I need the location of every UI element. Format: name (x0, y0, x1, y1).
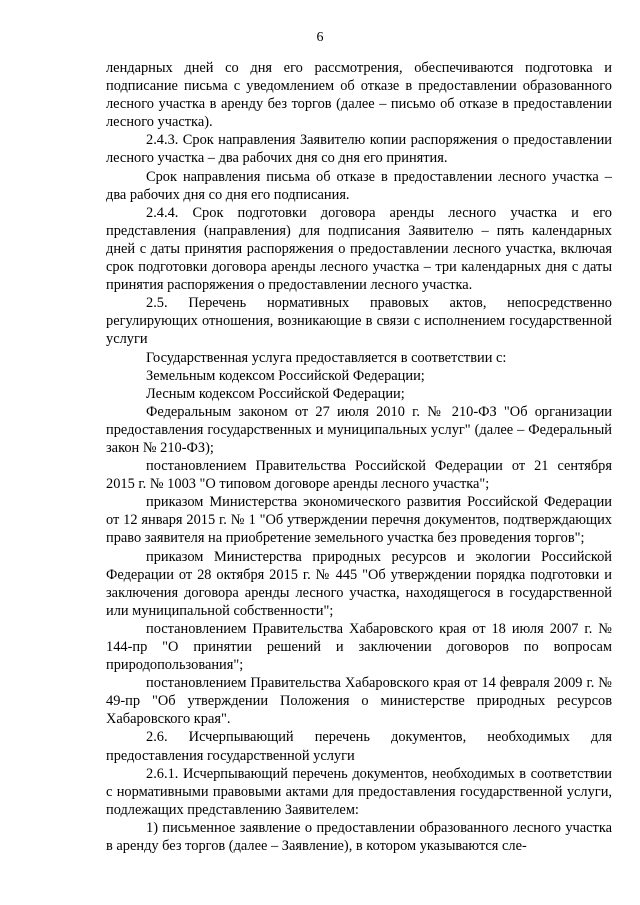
list-item: 1) письменное заявление о предоставлении образованного лесного участка в аренду без торгов (далее – Заявление), в котором указываются сле- (106, 819, 612, 855)
paragraph: 2.4.3. Срок направления Заявителю копии распоряжения о предоставлении лесного участка – два рабочих дня со дня его принятия. (106, 132, 612, 167)
list-item: Федеральным законом от 27 июля 2010 г. № 210-ФЗ "Об организации предоставления государственных и муниципальных услуг" (далее – Федеральный закон № 210-ФЗ); (106, 403, 612, 456)
section-heading: 2.6. Исчерпывающий перечень документов, необходимых для предоставления государственной услуги (106, 729, 612, 764)
list-item: приказом Министерства экономического развития Российской Федерации от 12 января 2015 г. № 1 "Об утверждении перечня документов, подтверждающих право заявителя на приобретение земельного участка без проведения торгов"; (106, 494, 612, 547)
list-item: постановлением Правительства Хабаровского края от 18 июля 2007 г. № 144-пр "О принятии решений и заключении договоров по вопросам природопользования"; (106, 620, 612, 674)
list-item: приказом Министерства природных ресурсов и экологии Российской Федерации от 28 октября 2015 г. № 445 "Об утверждении порядка подготовки и заключения договора аренды лесного участка, находящегося в государственной или муниципальной собственности"; (106, 548, 612, 619)
paragraph: лендарных дней со дня его рассмотрения, обеспечиваются подготовка и подписание письма с уведомлением об отказе в предоставлении образованного лесного участка в аренду без торгов (далее – письмо об отказе в предоставлении лесного участка). (106, 60, 612, 131)
page-number: 6 (316, 30, 324, 45)
list-item: Земельным кодексом Российской Федерации; (146, 367, 425, 384)
list-item: Лесным кодексом Российской Федерации; (146, 385, 405, 402)
paragraph: 2.6.1. Исчерпывающий перечень документов, необходимых в соответствии с нормативными правовыми актами для предоставления государственной услуги, подлежащих представлению Заявителем: (106, 765, 612, 818)
section-heading: 2.5. Перечень нормативных правовых актов, непосредственно регулирующих отношения, возникающие в связи с исполнением государственной услуги (106, 295, 612, 348)
paragraph: Государственная услуга предоставляется в соответствии с: (146, 349, 507, 366)
list-item: постановлением Правительства Хабаровского края от 14 февраля 2009 г. № 49-пр "Об утверждении Положения о министерстве природных ресурсов Хабаровского края". (106, 675, 612, 728)
paragraph: Срок направления письма об отказе в предоставлении лесного участка – два рабочих дня со дня его подписания. (106, 168, 612, 203)
paragraph: 2.4.4. Срок подготовки договора аренды лесного участка и его представления (направления) для подписания Заявителю – пять календарных дней с даты принятия распоряжения о предоставлении лесного участка, включая срок подготовки договора аренды лесного участка – три календарных дня с даты принятия распоряжения о предоставлении лесного участка. (106, 204, 612, 294)
document-body (106, 59, 612, 855)
list-item: постановлением Правительства Российской Федерации от 21 сентября 2015 г. № 1003 "О типовом договоре аренды лесного участка"; (106, 458, 612, 493)
